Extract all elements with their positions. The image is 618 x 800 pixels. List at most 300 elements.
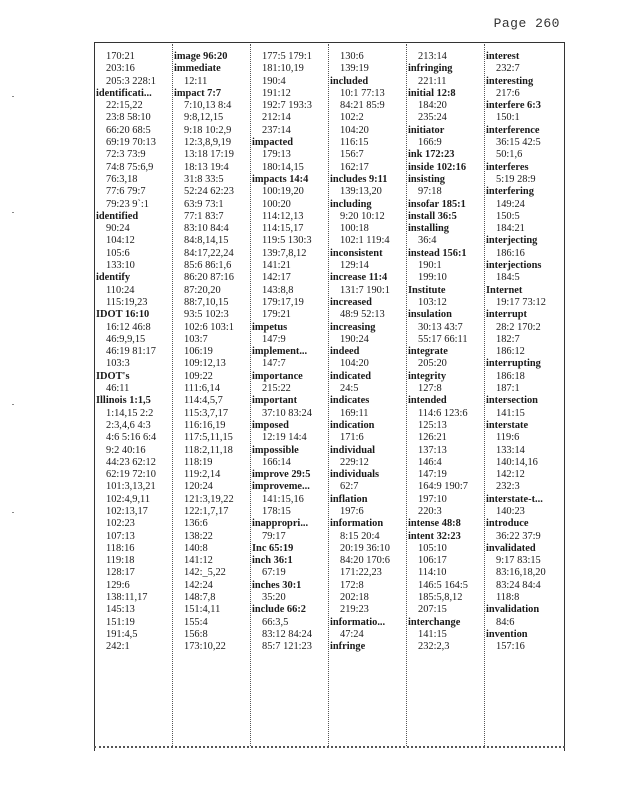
page-line-reference: 185:5,8,12 — [418, 592, 463, 604]
index-term: identificati... — [96, 87, 152, 99]
page-line-reference: 186:16 — [496, 247, 525, 259]
page-line-reference: 52:24 62:23 — [184, 186, 234, 198]
page-line-reference: 192:7 193:3 — [262, 100, 312, 112]
page-line-reference: 169:11 — [340, 407, 369, 419]
page-line-reference: 103:3 — [106, 358, 130, 370]
page-line-reference: 186:18 — [496, 370, 525, 382]
index-term: interfere 6:3 — [486, 100, 541, 112]
page-line-reference: 104:12 — [106, 235, 135, 247]
page-line-reference: 114:6 123:6 — [418, 407, 468, 419]
page-line-reference: 120:24 — [184, 481, 213, 493]
page-line-reference: 212:14 — [262, 112, 291, 124]
page-line-reference: 171:6 — [340, 432, 364, 444]
page-line-reference: 114:10 — [418, 567, 447, 579]
index-term: ink 172:23 — [408, 149, 455, 161]
page-line-reference: 30:13 43:7 — [418, 321, 463, 333]
page-line-reference: 46:19 81:17 — [106, 346, 156, 358]
page-line-reference: 232:2,3 — [418, 641, 450, 653]
page-line-reference: 93:5 102:3 — [184, 309, 229, 321]
page-line-reference: 4:6 5:16 6:4 — [106, 432, 157, 444]
page-line-reference: 156:8 — [184, 628, 208, 640]
page-line-reference: 109:12,13 — [184, 358, 226, 370]
index-term: interfering — [486, 186, 534, 198]
page-line-reference: 13:18 17:19 — [184, 149, 234, 161]
page-line-reference: 46:9,9,15 — [106, 333, 146, 345]
page-line-reference: 215:22 — [262, 383, 291, 395]
page-line-reference: 229:12 — [340, 456, 369, 468]
index-term: integrity — [408, 370, 447, 382]
page-line-reference: 77:1 83:7 — [184, 210, 224, 222]
page-line-reference: 9:20 10:12 — [340, 210, 385, 222]
page-line-reference: 138:11,17 — [106, 592, 148, 604]
index-term: infringing — [408, 63, 453, 75]
page-line-reference: 217:6 — [496, 87, 520, 99]
page-line-reference: 232:7 — [496, 63, 520, 75]
page-line-reference: 148:7,8 — [184, 592, 216, 604]
page-line-reference: 66:3,5 — [262, 616, 289, 628]
page-line-reference: 181:10,19 — [262, 63, 304, 75]
page-line-reference: 129:14 — [340, 260, 369, 272]
page-line-reference: 104:20 — [340, 124, 369, 136]
index-term: impossible — [252, 444, 299, 456]
index-term: indicates — [330, 395, 370, 407]
page-line-reference: 12:19 14:4 — [262, 432, 307, 444]
page-line-reference: 100:18 — [340, 223, 369, 235]
index-term: invention — [486, 628, 528, 640]
page-line-reference: 142:_5,22 — [184, 567, 226, 579]
index-term: identify — [96, 272, 131, 284]
page-line-reference: 146:4 — [418, 456, 442, 468]
index-term: interrupting — [486, 358, 541, 370]
page-line-reference: 12:11 — [184, 75, 208, 87]
page-line-reference: 170:21 — [106, 51, 135, 62]
page-line-reference: 182:7 — [496, 333, 520, 345]
index-term: interstate-t... — [486, 493, 543, 505]
index-term: importance — [252, 370, 303, 382]
page-line-reference: 184:21 — [496, 223, 525, 235]
page-line-reference: 162:17 — [340, 161, 369, 173]
page-line-reference: 105:10 — [418, 542, 447, 554]
page-line-reference: 139:7,8,12 — [262, 247, 307, 259]
index-term: interchange — [408, 616, 461, 628]
index-term: impacts 14:4 — [252, 173, 309, 185]
page-line-reference: 130:6 — [340, 51, 364, 62]
index-term: introduce — [486, 518, 529, 530]
page-line-reference: 133:10 — [106, 260, 135, 272]
page-line-reference: 219:23 — [340, 604, 369, 616]
page-line-reference: 156:7 — [340, 149, 364, 161]
page-line-reference: 202:18 — [340, 592, 369, 604]
page-line-reference: 9:18 10:2,9 — [184, 124, 232, 136]
page-line-reference: 145:13 — [106, 604, 135, 616]
page-line-reference: 131:7 190:1 — [340, 284, 390, 296]
page-line-reference: 119:6 — [496, 432, 520, 444]
page-line-reference: 84:8,14,15 — [184, 235, 229, 247]
index-term: impacted — [252, 137, 293, 149]
page-line-reference: 50:1,6 — [496, 149, 523, 161]
page-line-reference: 164:9 190:7 — [418, 481, 468, 493]
page-line-reference: 178:15 — [262, 505, 291, 517]
page-line-reference: 85:6 86:1,6 — [184, 260, 232, 272]
page-line-reference: 2:3,4,6 4:3 — [106, 419, 151, 431]
page-line-reference: 140:8 — [184, 542, 208, 554]
page-line-reference: 138:22 — [184, 530, 213, 542]
page-line-reference: 84:6 — [496, 616, 515, 628]
page-line-reference: 84:17,22,24 — [184, 247, 234, 259]
index-term: interesting — [486, 75, 534, 87]
page-line-reference: 139:13,20 — [340, 186, 382, 198]
page-line-reference: 83:16,18,20 — [496, 567, 546, 579]
page-line-reference: 72:3 73:9 — [106, 149, 146, 161]
scan-margin-mark — [12, 96, 14, 97]
page-line-reference: 84:21 85:9 — [340, 100, 385, 112]
index-frame-bottom-rule — [94, 746, 565, 748]
page-line-reference: 69:19 70:13 — [106, 137, 156, 149]
page-line-reference: 22:15,22 — [106, 100, 143, 112]
page-line-reference: 85:7 121:23 — [262, 641, 312, 653]
page-line-reference: 166:14 — [262, 456, 291, 468]
index-column-5 — [408, 51, 484, 654]
page-line-reference: 63:9 73:1 — [184, 198, 224, 210]
index-column-4 — [330, 51, 406, 654]
page-line-reference: 55:17 66:11 — [418, 333, 468, 345]
page-line-reference: 147:19 — [418, 469, 447, 481]
index-term: installing — [408, 223, 449, 235]
index-term: indicated — [330, 370, 371, 382]
index-term: infringe — [330, 641, 366, 653]
page-line-reference: 184:20 — [418, 100, 447, 112]
page-line-reference: 205:3 228:1 — [106, 75, 156, 87]
page-line-reference: 137:13 — [418, 444, 447, 456]
page-line-reference: 114:12,13 — [262, 210, 304, 222]
page-line-reference: 119:5 130:3 — [262, 235, 312, 247]
page-line-reference: 129:6 — [106, 579, 130, 591]
page-line-reference: 77:6 79:7 — [106, 186, 146, 198]
page-line-reference: 35:20 — [262, 592, 286, 604]
page-line-reference: 150:5 — [496, 210, 520, 222]
page-line-reference: 190:4 — [262, 75, 286, 87]
page-line-reference: 207:15 — [418, 604, 447, 616]
page-line-reference: 115:19,23 — [106, 296, 148, 308]
index-term: included — [330, 75, 369, 87]
page-line-reference: 119:18 — [106, 555, 135, 567]
page-line-reference: 147:9 — [262, 333, 286, 345]
column-divider — [250, 44, 251, 746]
page-line-reference: 146:5 164:5 — [418, 579, 468, 591]
page-line-reference: 141:21 — [262, 260, 291, 272]
index-term: inappropri... — [252, 518, 309, 530]
page-line-reference: 118:16 — [106, 542, 135, 554]
index-column-6 — [486, 51, 562, 654]
page-line-reference: 90:24 — [106, 223, 130, 235]
page-line-reference: 173:10,22 — [184, 641, 226, 653]
index-term: increasing — [330, 321, 376, 333]
page-line-reference: 9:2 40:16 — [106, 444, 146, 456]
page-line-reference: 114:15,17 — [262, 223, 304, 235]
index-term: individual — [330, 444, 376, 456]
page-line-reference: 172:8 — [340, 579, 364, 591]
index-term: Inc 65:19 — [252, 542, 294, 554]
page-line-reference: 142:12 — [496, 469, 525, 481]
page-line-reference: 126:21 — [418, 432, 447, 444]
page-line-reference: 103:7 — [184, 333, 208, 345]
column-divider — [172, 44, 173, 746]
page-line-reference: 79:17 — [262, 530, 286, 542]
index-term: instead 156:1 — [408, 247, 467, 259]
page-line-reference: 5:19 28:9 — [496, 173, 536, 185]
page-line-reference: 220:3 — [418, 505, 442, 517]
page-line-reference: 24:5 — [340, 383, 359, 395]
page-line-reference: 10:1 77:13 — [340, 87, 385, 99]
page-line-reference: 8:15 20:4 — [340, 530, 380, 542]
index-term: increased — [330, 296, 372, 308]
page-line-reference: 133:14 — [496, 444, 525, 456]
page-line-reference: 118:8 — [496, 592, 520, 604]
page-line-reference: 115:3,7,17 — [184, 407, 229, 419]
index-term: indeed — [330, 346, 360, 358]
index-term: interrupt — [486, 309, 527, 321]
page-line-reference: 149:24 — [496, 198, 525, 210]
page-line-reference: 143:8,8 — [262, 284, 294, 296]
index-column-2 — [174, 51, 250, 654]
page-line-reference: 102:23 — [106, 518, 135, 530]
page-line-reference: 106:19 — [184, 346, 213, 358]
column-divider — [328, 44, 329, 746]
page-line-reference: 84:20 170:6 — [340, 555, 390, 567]
index-term: interferes — [486, 161, 529, 173]
page-line-reference: 141:15 — [496, 407, 525, 419]
page-line-reference: 150:1 — [496, 112, 520, 124]
page-line-reference: 232:3 — [496, 481, 520, 493]
page-line-reference: 88:7,10,15 — [184, 296, 229, 308]
index-term: improve 29:5 — [252, 469, 311, 481]
index-term: integrate — [408, 346, 448, 358]
page-line-reference: 83:12 84:24 — [262, 628, 312, 640]
index-term: inconsistent — [330, 247, 383, 259]
page-line-reference: 213:14 — [418, 51, 447, 62]
index-term: individuals — [330, 469, 380, 481]
page-line-reference: 62:7 — [340, 481, 359, 493]
page-line-reference: 122:1,7,17 — [184, 505, 229, 517]
index-term: invalidated — [486, 542, 536, 554]
index-term: implement... — [252, 346, 308, 358]
index-term: insofar 185:1 — [408, 198, 466, 210]
page-line-reference: 139:19 — [340, 63, 369, 75]
page-line-reference: 116:15 — [340, 137, 369, 149]
scan-margin-mark — [12, 512, 14, 513]
index-term: interest — [486, 51, 520, 62]
page-line-reference: 18:13 19:4 — [184, 161, 229, 173]
page-line-reference: 36:4 — [418, 235, 437, 247]
column-divider — [484, 44, 485, 746]
index-term: IDOT's — [96, 370, 130, 382]
page-line-reference: 116:16,19 — [184, 419, 226, 431]
page-line-reference: 151:19 — [106, 616, 135, 628]
page-line-reference: 190:1 — [418, 260, 442, 272]
index-term: interstate — [486, 419, 529, 431]
page-line-reference: 155:4 — [184, 616, 208, 628]
index-term: imposed — [252, 419, 289, 431]
page-line-reference: 103:12 — [418, 296, 447, 308]
page-line-reference: 142:24 — [184, 579, 213, 591]
index-term: intent 32:23 — [408, 530, 461, 542]
page-line-reference: 187:1 — [496, 383, 520, 395]
page-line-reference: 102:1 119:4 — [340, 235, 390, 247]
page-line-reference: 9:17 83:15 — [496, 555, 541, 567]
page-line-reference: 20:19 36:10 — [340, 542, 390, 554]
page-line-reference: 105:6 — [106, 247, 130, 259]
index-term: intended — [408, 395, 447, 407]
page-line-reference: 102:2 — [340, 112, 364, 124]
page-line-reference: 136:6 — [184, 518, 208, 530]
index-term: intense 48:8 — [408, 518, 461, 530]
page-line-reference: 31:8 33:5 — [184, 173, 224, 185]
page-line-reference: 114:4,5,7 — [184, 395, 223, 407]
page-line-reference: 104:20 — [340, 358, 369, 370]
index-term: Institute — [408, 284, 446, 296]
index-term: IDOT 16:10 — [96, 309, 150, 321]
page-line-reference: 12:3,8,9,19 — [184, 137, 232, 149]
page-line-reference: 205:20 — [418, 358, 447, 370]
page-line-reference: 191:4,5 — [106, 628, 138, 640]
scan-margin-mark — [12, 404, 14, 405]
page-line-reference: 140:14,16 — [496, 456, 538, 468]
page-line-reference: 110:24 — [106, 284, 135, 296]
page-line-reference: 62:19 72:10 — [106, 469, 156, 481]
page-line-reference: 184:5 — [496, 272, 520, 284]
page-line-reference: 177:5 179:1 — [262, 51, 312, 62]
index-term: initial 12:8 — [408, 87, 456, 99]
index-column-1 — [96, 51, 172, 654]
page-line-reference: 100:20 — [262, 198, 291, 210]
index-term: identified — [96, 210, 139, 222]
page-line-reference: 197:10 — [418, 493, 447, 505]
page-line-reference: 102:6 103:1 — [184, 321, 234, 333]
index-term: inside 102:16 — [408, 161, 467, 173]
index-term: inflation — [330, 493, 368, 505]
page-line-reference: 171:22,23 — [340, 567, 382, 579]
page-line-reference: 67:19 — [262, 567, 286, 579]
page-line-reference: 102:4,9,11 — [106, 493, 151, 505]
page-line-reference: 141:15,16 — [262, 493, 304, 505]
page-line-reference: 191:12 — [262, 87, 291, 99]
page-line-reference: 74:8 75:6,9 — [106, 161, 154, 173]
page-line-reference: 76:3,18 — [106, 173, 138, 185]
page-line-reference: 83:10 84:4 — [184, 223, 229, 235]
page-line-reference: 203:16 — [106, 63, 135, 75]
page-line-reference: 179:21 — [262, 309, 291, 321]
index-term: Internet — [486, 284, 523, 296]
page-line-reference: 106:17 — [418, 555, 447, 567]
index-term: information — [330, 518, 384, 530]
index-term: immediate — [174, 63, 221, 75]
index-term: impact 7:7 — [174, 87, 222, 99]
index-term: interjections — [486, 260, 542, 272]
page-line-reference: 127:8 — [418, 383, 442, 395]
page-line-reference: 121:3,19,22 — [184, 493, 234, 505]
page-line-reference: 128:17 — [106, 567, 135, 579]
page-line-reference: 118:19 — [184, 456, 213, 468]
page-line-reference: 186:12 — [496, 346, 525, 358]
page-line-reference: 141:12 — [184, 555, 213, 567]
page-line-reference: 16:12 46:8 — [106, 321, 151, 333]
index-term: intersection — [486, 395, 538, 407]
page-line-reference: 117:5,11,15 — [184, 432, 233, 444]
index-term: install 36:5 — [408, 210, 457, 222]
index-term: invalidation — [486, 604, 540, 616]
page-line-reference: 179:17,19 — [262, 296, 304, 308]
page-line-reference: 118:2,11,18 — [184, 444, 233, 456]
page-line-reference: 46:11 — [106, 383, 130, 395]
page-line-reference: 1:14,15 2:2 — [106, 407, 154, 419]
page-line-reference: 179:13 — [262, 149, 291, 161]
index-term: improveme... — [252, 481, 310, 493]
index-term: interference — [486, 124, 540, 136]
column-divider — [406, 44, 407, 746]
index-term: insisting — [408, 173, 445, 185]
page-line-reference: 166:9 — [418, 137, 442, 149]
page-line-reference: 109:22 — [184, 370, 213, 382]
page-line-reference: 23:8 58:10 — [106, 112, 151, 124]
page-line-reference: 79:23 9`:1 — [106, 198, 150, 210]
index-term: including — [330, 198, 372, 210]
scan-margin-mark — [12, 212, 14, 213]
page-line-reference: 28:2 170:2 — [496, 321, 541, 333]
page-line-reference: 102:13,17 — [106, 505, 148, 517]
page-line-reference: 190:24 — [340, 333, 369, 345]
page-line-reference: 125:13 — [418, 419, 447, 431]
index-term: insulation — [408, 309, 452, 321]
page-line-reference: 221:11 — [418, 75, 447, 87]
page-line-reference: 107:13 — [106, 530, 135, 542]
page-line-reference: 48:9 52:13 — [340, 309, 385, 321]
index-term: inch 36:1 — [252, 555, 293, 567]
page-number: Page 260 — [493, 16, 560, 31]
page-line-reference: 242:1 — [106, 641, 130, 653]
index-term: informatio... — [330, 616, 386, 628]
page-line-reference: 47:24 — [340, 628, 364, 640]
index-term: includes 9:11 — [330, 173, 388, 185]
page-line-reference: 237:14 — [262, 124, 291, 136]
page-line-reference: 9:8,12,15 — [184, 112, 224, 124]
page-line-reference: 83:24 84:4 — [496, 579, 541, 591]
page-line-reference: 140:23 — [496, 505, 525, 517]
index-term: initiator — [408, 124, 445, 136]
page-line-reference: 180:14,15 — [262, 161, 304, 173]
page-line-reference: 86:20 87:16 — [184, 272, 234, 284]
page-line-reference: 36:22 37:9 — [496, 530, 541, 542]
page-line-reference: 100:19,20 — [262, 186, 304, 198]
page-line-reference: 141:15 — [418, 628, 447, 640]
index-term: indication — [330, 419, 375, 431]
page-line-reference: 199:10 — [418, 272, 447, 284]
page-line-reference: 7:10,13 8:4 — [184, 100, 232, 112]
index-term: Illinois 1:1,5 — [96, 395, 151, 407]
index-term: inches 30:1 — [252, 579, 302, 591]
page-line-reference: 66:20 68:5 — [106, 124, 151, 136]
index-term: increase 11:4 — [330, 272, 388, 284]
page-line-reference: 235:24 — [418, 112, 447, 124]
page-line-reference: 37:10 83:24 — [262, 407, 312, 419]
page-line-reference: 97:18 — [418, 186, 442, 198]
page-line-reference: 142:17 — [262, 272, 291, 284]
page-line-reference: 44:23 62:12 — [106, 456, 156, 468]
page-line-reference: 157:16 — [496, 641, 525, 653]
page-line-reference: 197:6 — [340, 505, 364, 517]
page-line-reference: 119:2,14 — [184, 469, 221, 481]
index-term: image 96:20 — [174, 51, 228, 62]
index-column-3 — [252, 51, 328, 654]
